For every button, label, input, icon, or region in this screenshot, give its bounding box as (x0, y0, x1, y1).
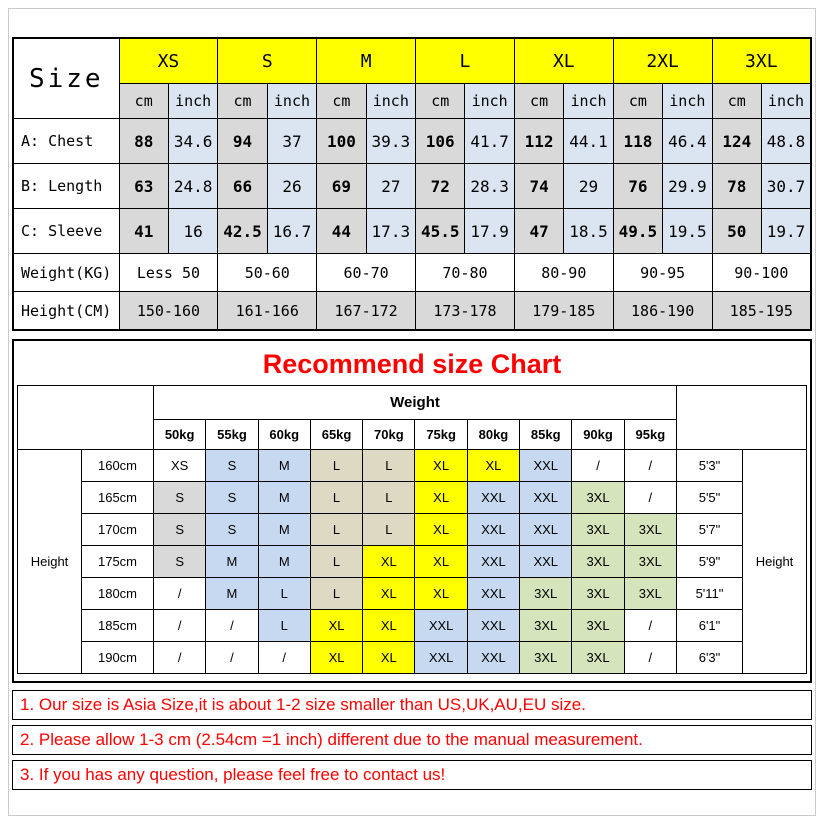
size-cell: 3XL (520, 610, 572, 642)
recommend-chart-box (12, 339, 812, 683)
measure-cell: 78 (712, 164, 761, 209)
unit-cm: cm (514, 84, 563, 119)
measure-cell: 41.7 (465, 119, 514, 164)
size-cell: 3XL (572, 642, 624, 674)
size-cell: S (154, 482, 206, 514)
measure-cell: 66 (218, 164, 267, 209)
size-cell: XXL (467, 642, 519, 674)
size-cell: S (154, 514, 206, 546)
kg-header-cell: 85kg (520, 420, 572, 450)
weight-header-row (18, 386, 807, 420)
measure-cell: 45.5 (416, 209, 465, 254)
size-cell: / (154, 578, 206, 610)
chest-row (13, 119, 811, 164)
weight-range-cell: 90-100 (712, 254, 811, 292)
measure-cell: 94 (218, 119, 267, 164)
size-cell: XXL (520, 482, 572, 514)
measure-cell: 100 (317, 119, 366, 164)
size-cell: XXL (467, 546, 519, 578)
row-label-length: B: Length (13, 164, 119, 209)
kg-header-cell: 80kg (467, 420, 519, 450)
size-cell: XL (363, 578, 415, 610)
measure-cell: 17.3 (366, 209, 415, 254)
size-cell: XL (415, 514, 467, 546)
size-header-3xl: 3XL (712, 38, 811, 84)
recommend-row-185 (18, 610, 807, 642)
recommend-row-170 (18, 514, 807, 546)
note-contact-us: 3. If you has any question, please feel free to contact us! (12, 760, 812, 790)
measure-cell: 37 (267, 119, 316, 164)
height-range-cell: 179-185 (514, 292, 613, 331)
size-cell: 3XL (572, 578, 624, 610)
unit-inch: inch (663, 84, 712, 119)
weight-range-cell: 50-60 (218, 254, 317, 292)
sleeve-row (13, 209, 811, 254)
height-cm-cell: 160cm (82, 450, 154, 482)
size-cell: L (258, 610, 310, 642)
size-cell: / (572, 450, 624, 482)
measure-cell: 28.3 (465, 164, 514, 209)
size-cell: XXL (520, 514, 572, 546)
size-cell: L (310, 482, 362, 514)
measure-cell: 17.9 (465, 209, 514, 254)
recommend-row-175 (18, 546, 807, 578)
size-cell: 3XL (520, 578, 572, 610)
size-cell: S (206, 482, 258, 514)
measure-cell: 63 (119, 164, 168, 209)
measure-cell: 44 (317, 209, 366, 254)
corner-blank-right (677, 386, 807, 450)
measure-cell: 118 (613, 119, 662, 164)
size-cell: XXL (415, 610, 467, 642)
height-range-cell: 161-166 (218, 292, 317, 331)
row-label-sleeve: C: Sleeve (13, 209, 119, 254)
measure-cell: 18.5 (564, 209, 613, 254)
measure-cell: 19.7 (761, 209, 811, 254)
unit-cm: cm (712, 84, 761, 119)
size-cell: M (258, 482, 310, 514)
corner-blank-left (18, 386, 154, 450)
measure-cell: 24.8 (168, 164, 217, 209)
weight-axis-header: Weight (154, 386, 677, 420)
size-cell: XL (363, 610, 415, 642)
size-cell: / (624, 642, 676, 674)
size-cell: XXL (467, 514, 519, 546)
kg-header-cell: 90kg (572, 420, 624, 450)
size-header-xl: XL (514, 38, 613, 84)
weight-kg-row (13, 254, 811, 292)
size-cell: / (624, 450, 676, 482)
unit-header-row (13, 84, 811, 119)
unit-inch: inch (465, 84, 514, 119)
size-cell: XL (310, 610, 362, 642)
weight-range-cell: 60-70 (317, 254, 416, 292)
size-header-row (13, 38, 811, 84)
row-label-chest: A: Chest (13, 119, 119, 164)
size-header-2xl: 2XL (613, 38, 712, 84)
size-cell: L (363, 450, 415, 482)
size-cell: S (206, 514, 258, 546)
unit-cm: cm (218, 84, 267, 119)
size-cell: 3XL (520, 642, 572, 674)
size-cell: M (258, 546, 310, 578)
height-range-cell: 173-178 (416, 292, 515, 331)
measure-cell: 106 (416, 119, 465, 164)
size-cell: L (258, 578, 310, 610)
recommend-row-180 (18, 578, 807, 610)
kg-header-cell: 75kg (415, 420, 467, 450)
length-row (13, 164, 811, 209)
size-cell: 3XL (624, 546, 676, 578)
unit-cm: cm (317, 84, 366, 119)
kg-header-cell: 55kg (206, 420, 258, 450)
size-cell: / (624, 610, 676, 642)
size-cell: 3XL (572, 514, 624, 546)
size-cell: 3XL (572, 546, 624, 578)
size-header-l: L (416, 38, 515, 84)
size-cell: XXL (467, 578, 519, 610)
measure-cell: 88 (119, 119, 168, 164)
weight-range-cell: Less 50 (119, 254, 218, 292)
measure-cell: 72 (416, 164, 465, 209)
height-cm-cell: 170cm (82, 514, 154, 546)
height-cm-row (13, 292, 811, 331)
size-measurement-table (12, 37, 812, 331)
size-cell: XXL (467, 610, 519, 642)
height-ft-cell: 5'9" (677, 546, 743, 578)
measure-cell: 30.7 (761, 164, 811, 209)
unit-cm: cm (613, 84, 662, 119)
size-header-m: M (317, 38, 416, 84)
unit-inch: inch (267, 84, 316, 119)
size-cell: 3XL (624, 578, 676, 610)
size-cell: / (206, 610, 258, 642)
size-cell: XL (363, 642, 415, 674)
height-cm-cell: 190cm (82, 642, 154, 674)
size-cell: M (258, 450, 310, 482)
size-table-title: Size (13, 38, 119, 119)
kg-header-cell: 95kg (624, 420, 676, 450)
unit-cm: cm (416, 84, 465, 119)
measure-cell: 49.5 (613, 209, 662, 254)
measure-cell: 69 (317, 164, 366, 209)
size-cell: XL (310, 642, 362, 674)
height-cm-cell: 165cm (82, 482, 154, 514)
size-cell: L (363, 482, 415, 514)
unit-cm: cm (119, 84, 168, 119)
measure-cell: 47 (514, 209, 563, 254)
weight-range-cell: 90-95 (613, 254, 712, 292)
kg-header-cell: 70kg (363, 420, 415, 450)
size-cell: / (206, 642, 258, 674)
kg-header-cell: 50kg (154, 420, 206, 450)
measure-cell: 46.4 (663, 119, 712, 164)
size-cell: S (206, 450, 258, 482)
measure-cell: 112 (514, 119, 563, 164)
size-cell: XS (154, 450, 206, 482)
kg-header-cell: 65kg (310, 420, 362, 450)
measure-cell: 44.1 (564, 119, 613, 164)
weight-range-cell: 70-80 (416, 254, 515, 292)
measure-cell: 42.5 (218, 209, 267, 254)
height-range-cell: 167-172 (317, 292, 416, 331)
size-cell: 3XL (572, 610, 624, 642)
size-cell: L (310, 450, 362, 482)
height-ft-cell: 5'5" (677, 482, 743, 514)
height-cm-cell: 185cm (82, 610, 154, 642)
measure-cell: 76 (613, 164, 662, 209)
measure-cell: 16.7 (267, 209, 316, 254)
height-ft-cell: 5'7" (677, 514, 743, 546)
size-cell: XL (467, 450, 519, 482)
page-frame (8, 8, 816, 816)
note-asia-size: 1. Our size is Asia Size,it is about 1-2 size smaller than US,UK,AU,EU size. (12, 690, 812, 720)
size-cell: XL (415, 482, 467, 514)
size-cell: XL (415, 578, 467, 610)
measure-cell: 74 (514, 164, 563, 209)
height-range-cell: 150-160 (119, 292, 218, 331)
measure-cell: 29.9 (663, 164, 712, 209)
size-cell: L (363, 514, 415, 546)
size-cell: / (154, 642, 206, 674)
size-cell: XXL (520, 450, 572, 482)
size-cell: XL (363, 546, 415, 578)
height-ft-cell: 6'1" (677, 610, 743, 642)
height-axis-label-left: Height (18, 450, 82, 674)
measure-cell: 27 (366, 164, 415, 209)
height-ft-cell: 5'11" (677, 578, 743, 610)
measure-cell: 29 (564, 164, 613, 209)
size-cell: M (258, 514, 310, 546)
height-cm-cell: 175cm (82, 546, 154, 578)
size-cell: XXL (520, 546, 572, 578)
kg-header-cell: 60kg (258, 420, 310, 450)
size-header-s: S (218, 38, 317, 84)
recommend-size-table (17, 385, 807, 674)
height-ft-cell: 6'3" (677, 642, 743, 674)
recommend-row-190 (18, 642, 807, 674)
row-label-height: Height(CM) (13, 292, 119, 331)
size-cell: L (310, 514, 362, 546)
recommend-row-160 (18, 450, 807, 482)
height-axis-label-right: Height (743, 450, 807, 674)
row-label-weight: Weight(KG) (13, 254, 119, 292)
size-cell: XL (415, 450, 467, 482)
size-cell: 3XL (572, 482, 624, 514)
measure-cell: 124 (712, 119, 761, 164)
size-cell: S (154, 546, 206, 578)
height-range-cell: 185-195 (712, 292, 811, 331)
note-measurement-tolerance: 2. Please allow 1-3 cm (2.54cm =1 inch) different due to the manual measurement. (12, 725, 812, 755)
unit-inch: inch (761, 84, 811, 119)
unit-inch: inch (564, 84, 613, 119)
size-cell: / (154, 610, 206, 642)
size-cell: XL (415, 546, 467, 578)
measure-cell: 19.5 (663, 209, 712, 254)
height-ft-cell: 5'3" (677, 450, 743, 482)
measure-cell: 48.8 (761, 119, 811, 164)
unit-inch: inch (168, 84, 217, 119)
measure-cell: 34.6 (168, 119, 217, 164)
size-cell: L (310, 546, 362, 578)
height-range-cell: 186-190 (613, 292, 712, 331)
size-cell: XXL (415, 642, 467, 674)
measure-cell: 39.3 (366, 119, 415, 164)
size-header-xs: XS (119, 38, 218, 84)
unit-inch: inch (366, 84, 415, 119)
measure-cell: 41 (119, 209, 168, 254)
size-cell: M (206, 578, 258, 610)
recommend-row-165 (18, 482, 807, 514)
size-cell: 3XL (624, 514, 676, 546)
height-cm-cell: 180cm (82, 578, 154, 610)
size-cell: / (624, 482, 676, 514)
size-cell: XXL (467, 482, 519, 514)
recommend-chart-title: Recommend size Chart (262, 349, 562, 379)
measure-cell: 50 (712, 209, 761, 254)
measure-cell: 26 (267, 164, 316, 209)
measure-cell: 16 (168, 209, 217, 254)
size-cell: M (206, 546, 258, 578)
size-cell: L (310, 578, 362, 610)
weight-range-cell: 80-90 (514, 254, 613, 292)
size-cell: / (258, 642, 310, 674)
